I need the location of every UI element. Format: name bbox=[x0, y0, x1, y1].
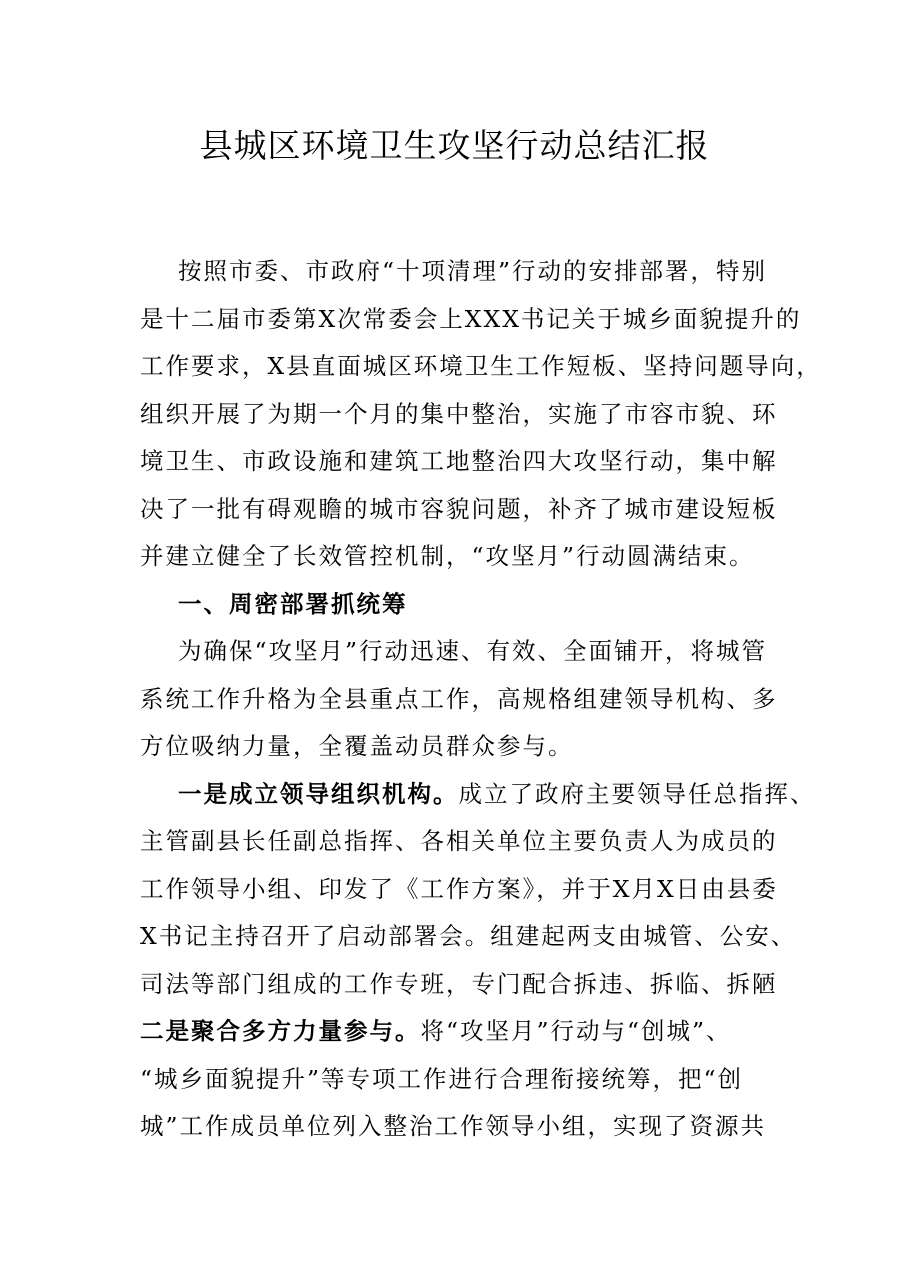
paragraph-line bbox=[140, 771, 816, 819]
document-body bbox=[140, 248, 822, 1151]
paragraph-line: “城乡面貌提升”等专项工作进行合理衔接统筹，把“创 bbox=[140, 1064, 744, 1093]
paragraph-line: 工作要求，X县直面城区环境卫生工作短板、坚持问题导向， bbox=[140, 352, 822, 380]
paragraph-line: 为确保“攻坚月”行动迅速、有效、全面铺开，将城管 bbox=[178, 637, 768, 665]
document-title: 县城区环境卫生攻坚行动总结汇报 bbox=[199, 126, 710, 165]
paragraph-line: 系统工作升格为全县重点工作，高规格组建领导机构、多 bbox=[140, 684, 778, 713]
paragraph-line: 并建立健全了长效管控机制，“攻坚月”行动圆满结束。 bbox=[140, 542, 755, 570]
paragraph-line: 组织开展了为期一个月的集中整治，实施了市容市貌、环 bbox=[140, 399, 778, 428]
paragraph-line bbox=[140, 1008, 780, 1056]
paragraph-line: 按照市委、市政府“十项清理”行动的安排部署，特别 bbox=[178, 257, 768, 285]
paragraph-line: 主管副县长任副总指挥、各相关单位主要负责人为成员的 bbox=[140, 827, 778, 855]
paragraph-line: 决了一批有碍观瞻的城市容貌问题，补齐了城市建设短板 bbox=[140, 494, 778, 523]
paragraph-line: 城”工作成员单位列入整治工作领导小组，实现了资源共 bbox=[140, 1112, 767, 1140]
section-heading: 一、周密部署抓统筹 bbox=[178, 589, 408, 618]
point-text: 将“攻坚月”行动与“创城”、 bbox=[420, 1017, 732, 1045]
paragraph-line: X书记主持召开了启动部署会。组建起两支由城管、公安、 bbox=[140, 922, 797, 950]
point-heading: 二是聚合多方力量参与。 bbox=[140, 1017, 421, 1045]
point-text: 成立了政府主要领导任总指挥、 bbox=[458, 779, 816, 808]
paragraph-line: 司法等部门组成的工作专班，专门配合拆违、拆临、拆陋 bbox=[140, 969, 778, 998]
paragraph-line: 境卫生、市政设施和建筑工地整治四大攻坚行动，集中解 bbox=[140, 447, 778, 475]
point-heading: 一是成立领导组织机构。 bbox=[178, 779, 459, 808]
paragraph-line: 是十二届市委第X次常委会上XXX书记关于城乡面貌提升的 bbox=[140, 304, 802, 333]
paragraph-line: 方位吸纳力量，全覆盖动员群众参与。 bbox=[140, 732, 574, 760]
paragraph-line: 工作领导小组、印发了《工作方案》，并于X月X日由县委 bbox=[140, 874, 778, 903]
